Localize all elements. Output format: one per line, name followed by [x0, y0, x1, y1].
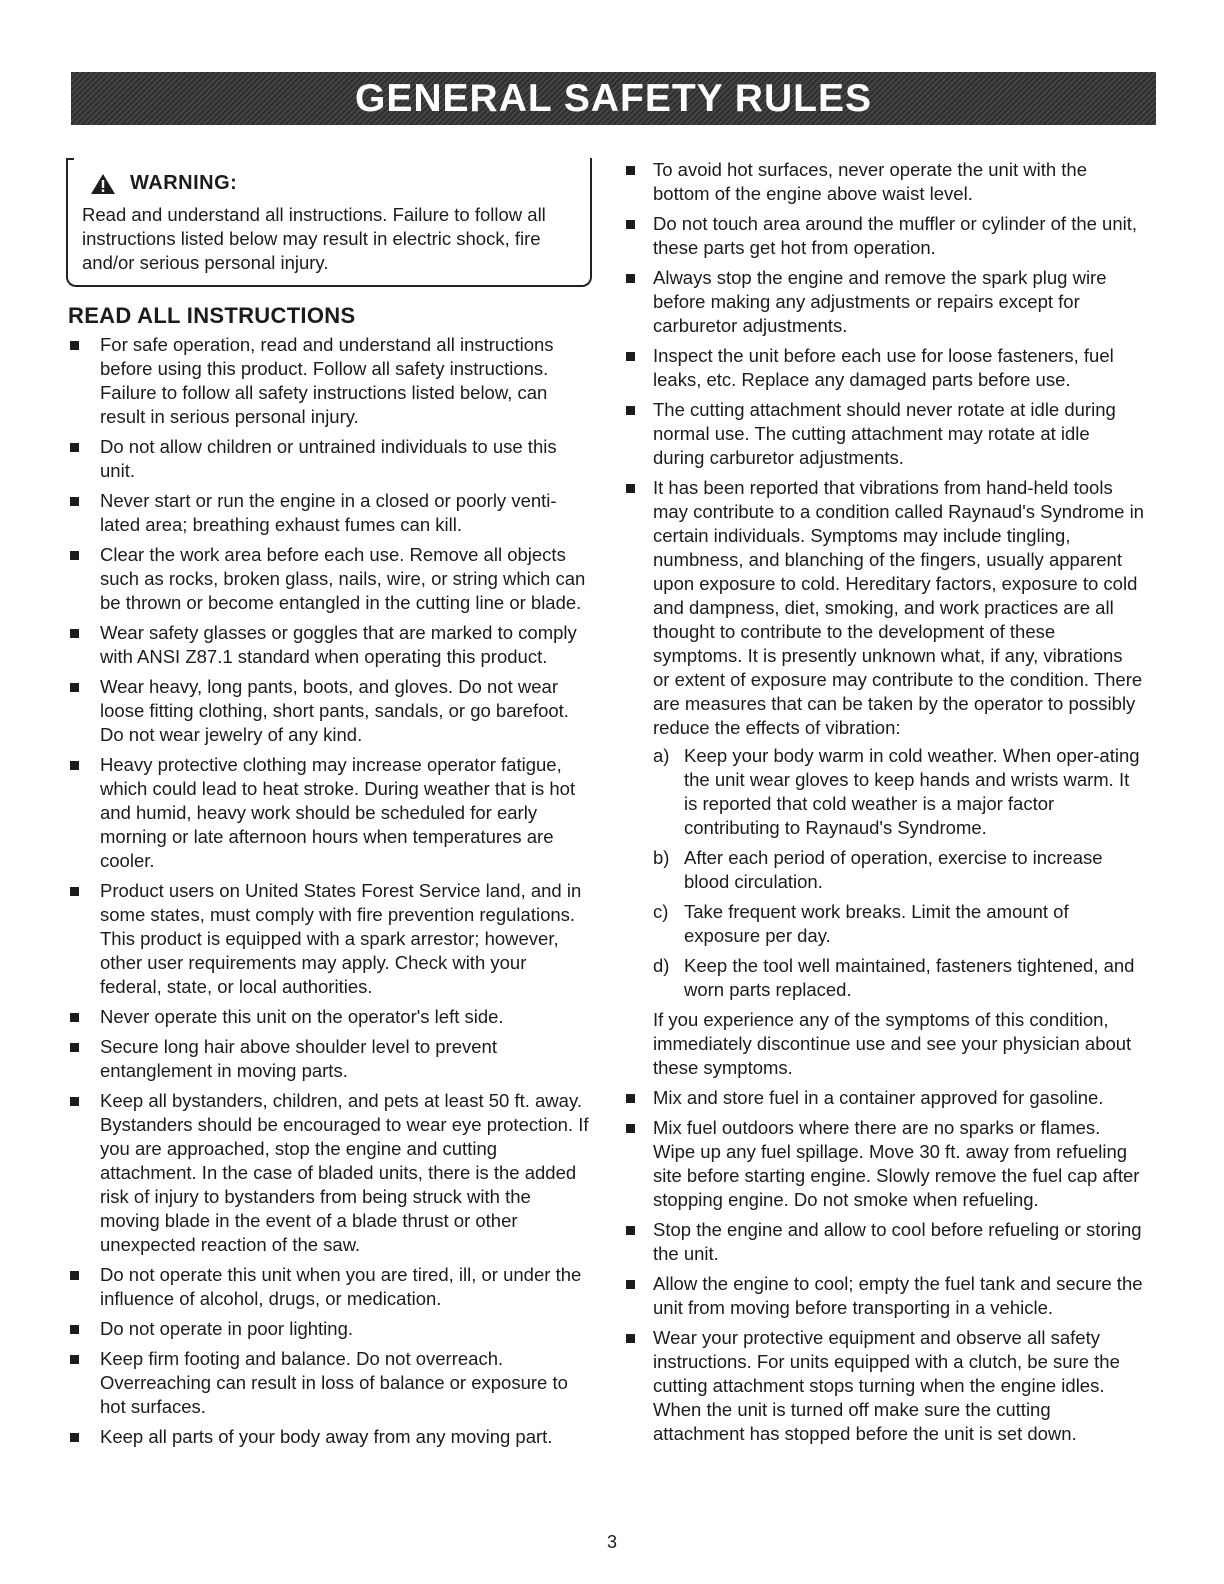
list-item-text: Heavy protective clothing may increase operator fatigue, which could lead to heat stroke. During weather that is hot and humid, heavy work should be scheduled for early morning or late afternoon hours when temperatures are cooler. [100, 754, 576, 871]
bullet-icon [626, 1094, 635, 1103]
list-item [66, 879, 592, 999]
vibration-measures-list [653, 744, 1144, 1002]
warning-label: WARNING: [130, 172, 238, 194]
right-rules-list [622, 158, 1144, 470]
list-item [66, 489, 592, 537]
warning-triangle-icon [90, 173, 116, 195]
bullet-icon [70, 1043, 79, 1052]
warning-text: Read and understand all instructions. Failure to follow all instructions listed below may result in electric shock, fire and/or serious personal injury. [82, 204, 546, 273]
bullet-icon [70, 497, 79, 506]
list-item [66, 1089, 592, 1257]
sub-item-letter: a) [653, 745, 670, 766]
bullet-icon [626, 484, 635, 493]
list-item-text: Do not allow children or untrained individuals to use this unit. [100, 436, 557, 481]
vibration-text: It has been reported that vibrations from hand-held tools may contribute to a condition called Raynaud's Syndrome in certain individuals. Symptoms may include tingling, numbness, and blanching of the fingers, usually apparent upon exposure to cold. Hereditary factors, exposure to cold and dampness, diet, smoking, and work practices are all thought to contribute to the development of these symptoms. It is presently unknown what, if any, vibrations or extent of exposure may contribute to the condition. There are measures that can be taken by the operator to possibly reduce the effects of vibration: [653, 477, 1144, 738]
list-item [622, 1218, 1144, 1266]
list-item [66, 333, 592, 429]
right-rules-list-continued [622, 1086, 1144, 1446]
list-item-text: Keep all bystanders, children, and pets at least 50 ft. away. Bystanders should be encouraged to wear eye protection. If you are approached, stop the engine and cutting attachment. In the case of bladed units, there is the added risk of injury to bystanders from being struck with the moving blade in the event of a blade thrust or other unexpected reaction of the saw. [100, 1090, 589, 1255]
bullet-icon [626, 220, 635, 229]
list-item-text: Clear the work area before each use. Remove all objects such as rocks, broken glass, nails, wire, or string which can be thrown or become entangled in the cutting line or blade. [100, 544, 586, 613]
list-item-text: Wear your protective equipment and observe all safety instructions. For units equipped with a clutch, be sure the cutting attachment stops turning when the engine idles. When the unit is turned off make sure the cutting attachment has stopped before the unit is set down. [653, 1327, 1120, 1444]
list-item [66, 1425, 592, 1449]
vibration-note: If you experience any of the symptoms of this condition, immediately discontinue use and see your physician about these symptoms. [653, 1009, 1132, 1078]
section-heading: READ ALL INSTRUCTIONS [68, 303, 356, 328]
list-item-text: Never start or run the engine in a closed or poorly venti-lated area; breathing exhaust fumes can kill. [100, 490, 557, 535]
list-item-text: For safe operation, read and understand all instructions before using this product. Follow all safety instructions. Failure to follow all safety instructions listed below, can result in serious personal injury. [100, 334, 554, 427]
bullet-icon [70, 1325, 79, 1334]
list-item-text: Keep all parts of your body away from any moving part. [100, 1426, 553, 1447]
warning-box [66, 158, 592, 287]
list-item-text: Do not operate in poor lighting. [100, 1318, 354, 1339]
bullet-icon [626, 274, 635, 283]
list-item [622, 1272, 1144, 1320]
list-item [66, 435, 592, 483]
list-item-text: Wear heavy, long pants, boots, and gloves. Do not wear loose fitting clothing, short pants, sandals, or go barefoot. Do not wear jewelry of any kind. [100, 676, 569, 745]
list-item-text: Wear safety glasses or goggles that are marked to comply with ANSI Z87.1 standard when operating this product. [100, 622, 577, 667]
vibration-rules-list [622, 476, 1144, 1080]
bullet-icon [70, 629, 79, 638]
list-item-text: Keep firm footing and balance. Do not overreach. Overreaching can result in loss of balance or exposure to hot surfaces. [100, 1348, 568, 1417]
bullet-icon [70, 341, 79, 350]
sub-item-text: Take frequent work breaks. Limit the amount of exposure per day. [684, 901, 1069, 946]
bullet-icon [626, 406, 635, 415]
bullet-icon [70, 761, 79, 770]
list-item [66, 753, 592, 873]
list-item [622, 158, 1144, 206]
bullet-icon [70, 887, 79, 896]
list-item [622, 266, 1144, 338]
sub-item-text: Keep your body warm in cold weather. When oper-ating the unit wear gloves to keep hands and wrists warm. It is reported that cold weather is a major factor contributing to Raynaud's Syndrome. [684, 745, 1140, 838]
sub-item-letter: d) [653, 955, 670, 976]
list-item-text: Stop the engine and allow to cool before refueling or storing the unit. [653, 1219, 1142, 1264]
sub-list-item [653, 954, 1144, 1002]
list-item [622, 1326, 1144, 1446]
bullet-icon [70, 443, 79, 452]
page-title: GENERAL SAFETY RULES [355, 76, 872, 120]
list-item-text: Mix and store fuel in a container approved for gasoline. [653, 1087, 1104, 1108]
sub-item-letter: b) [653, 847, 670, 868]
right-column [622, 158, 1144, 1452]
header-bar [71, 72, 1156, 125]
list-item-text: The cutting attachment should never rotate at idle during normal use. The cutting attachment may rotate at idle during carburetor adjustments. [653, 399, 1116, 468]
list-item [622, 344, 1144, 392]
bullet-icon [626, 1226, 635, 1235]
bullet-icon [626, 1334, 635, 1343]
list-item [66, 1005, 592, 1029]
list-item-text: Allow the engine to cool; empty the fuel tank and secure the unit from moving before transporting in a vehicle. [653, 1273, 1143, 1318]
list-item [66, 1263, 592, 1311]
list-item-text: Always stop the engine and remove the spark plug wire before making any adjustments or repairs except for carburetor adjustments. [653, 267, 1107, 336]
bullet-icon [70, 1013, 79, 1022]
bullet-icon [70, 683, 79, 692]
bullet-icon [626, 1124, 635, 1133]
list-item-text: Do not touch area around the muffler or cylinder of the unit, these parts get hot from operation. [653, 213, 1138, 258]
list-item [66, 675, 592, 747]
warning-header [90, 172, 576, 195]
list-item-text: Secure long hair above shoulder level to prevent entanglement in moving parts. [100, 1036, 497, 1081]
list-item-text: Inspect the unit before each use for loose fasteners, fuel leaks, etc. Replace any damaged parts before use. [653, 345, 1114, 390]
bullet-icon [70, 1433, 79, 1442]
sub-list-item [653, 900, 1144, 948]
list-item [622, 398, 1144, 470]
bullet-icon [70, 1271, 79, 1280]
left-column [66, 158, 592, 1455]
list-item [66, 543, 592, 615]
list-item-text: To avoid hot surfaces, never operate the unit with the bottom of the engine above waist level. [653, 159, 1087, 204]
sub-item-text: Keep the tool well maintained, fasteners tightened, and worn parts replaced. [684, 955, 1135, 1000]
left-rules-list [66, 333, 592, 1449]
list-item [622, 476, 1144, 1080]
sub-item-text: After each period of operation, exercise to increase blood circulation. [684, 847, 1103, 892]
sub-list-item [653, 846, 1144, 894]
list-item-text: Product users on United States Forest Service land, and in some states, must comply with fire prevention regulations. This product is equipped with a spark arrestor; however, other user requirements may apply. Check with your federal, state, or local authorities. [100, 880, 582, 997]
list-item [66, 1347, 592, 1419]
list-item [622, 1116, 1144, 1212]
list-item-text: Never operate this unit on the operator's left side. [100, 1006, 504, 1027]
bullet-icon [626, 352, 635, 361]
list-item-text: Do not operate this unit when you are tired, ill, or under the influence of alcohol, drugs, or medication. [100, 1264, 582, 1309]
list-item [622, 1086, 1144, 1110]
bullet-icon [626, 1280, 635, 1289]
bullet-icon [70, 551, 79, 560]
sub-item-letter: c) [653, 901, 669, 922]
sub-list-item [653, 744, 1144, 840]
bullet-icon [70, 1097, 79, 1106]
list-item [66, 1035, 592, 1083]
list-item [66, 1317, 592, 1341]
list-item [622, 212, 1144, 260]
list-item-text: Mix fuel outdoors where there are no sparks or flames. Wipe up any fuel spillage. Move 30 ft. away from refueling site before starting engine. Slowly remove the fuel cap after stopping engine. Do not smoke when refueling. [653, 1117, 1140, 1210]
bullet-icon [626, 166, 635, 175]
bullet-icon [70, 1355, 79, 1364]
list-item [66, 621, 592, 669]
page-number: 3 [606, 1532, 617, 1552]
